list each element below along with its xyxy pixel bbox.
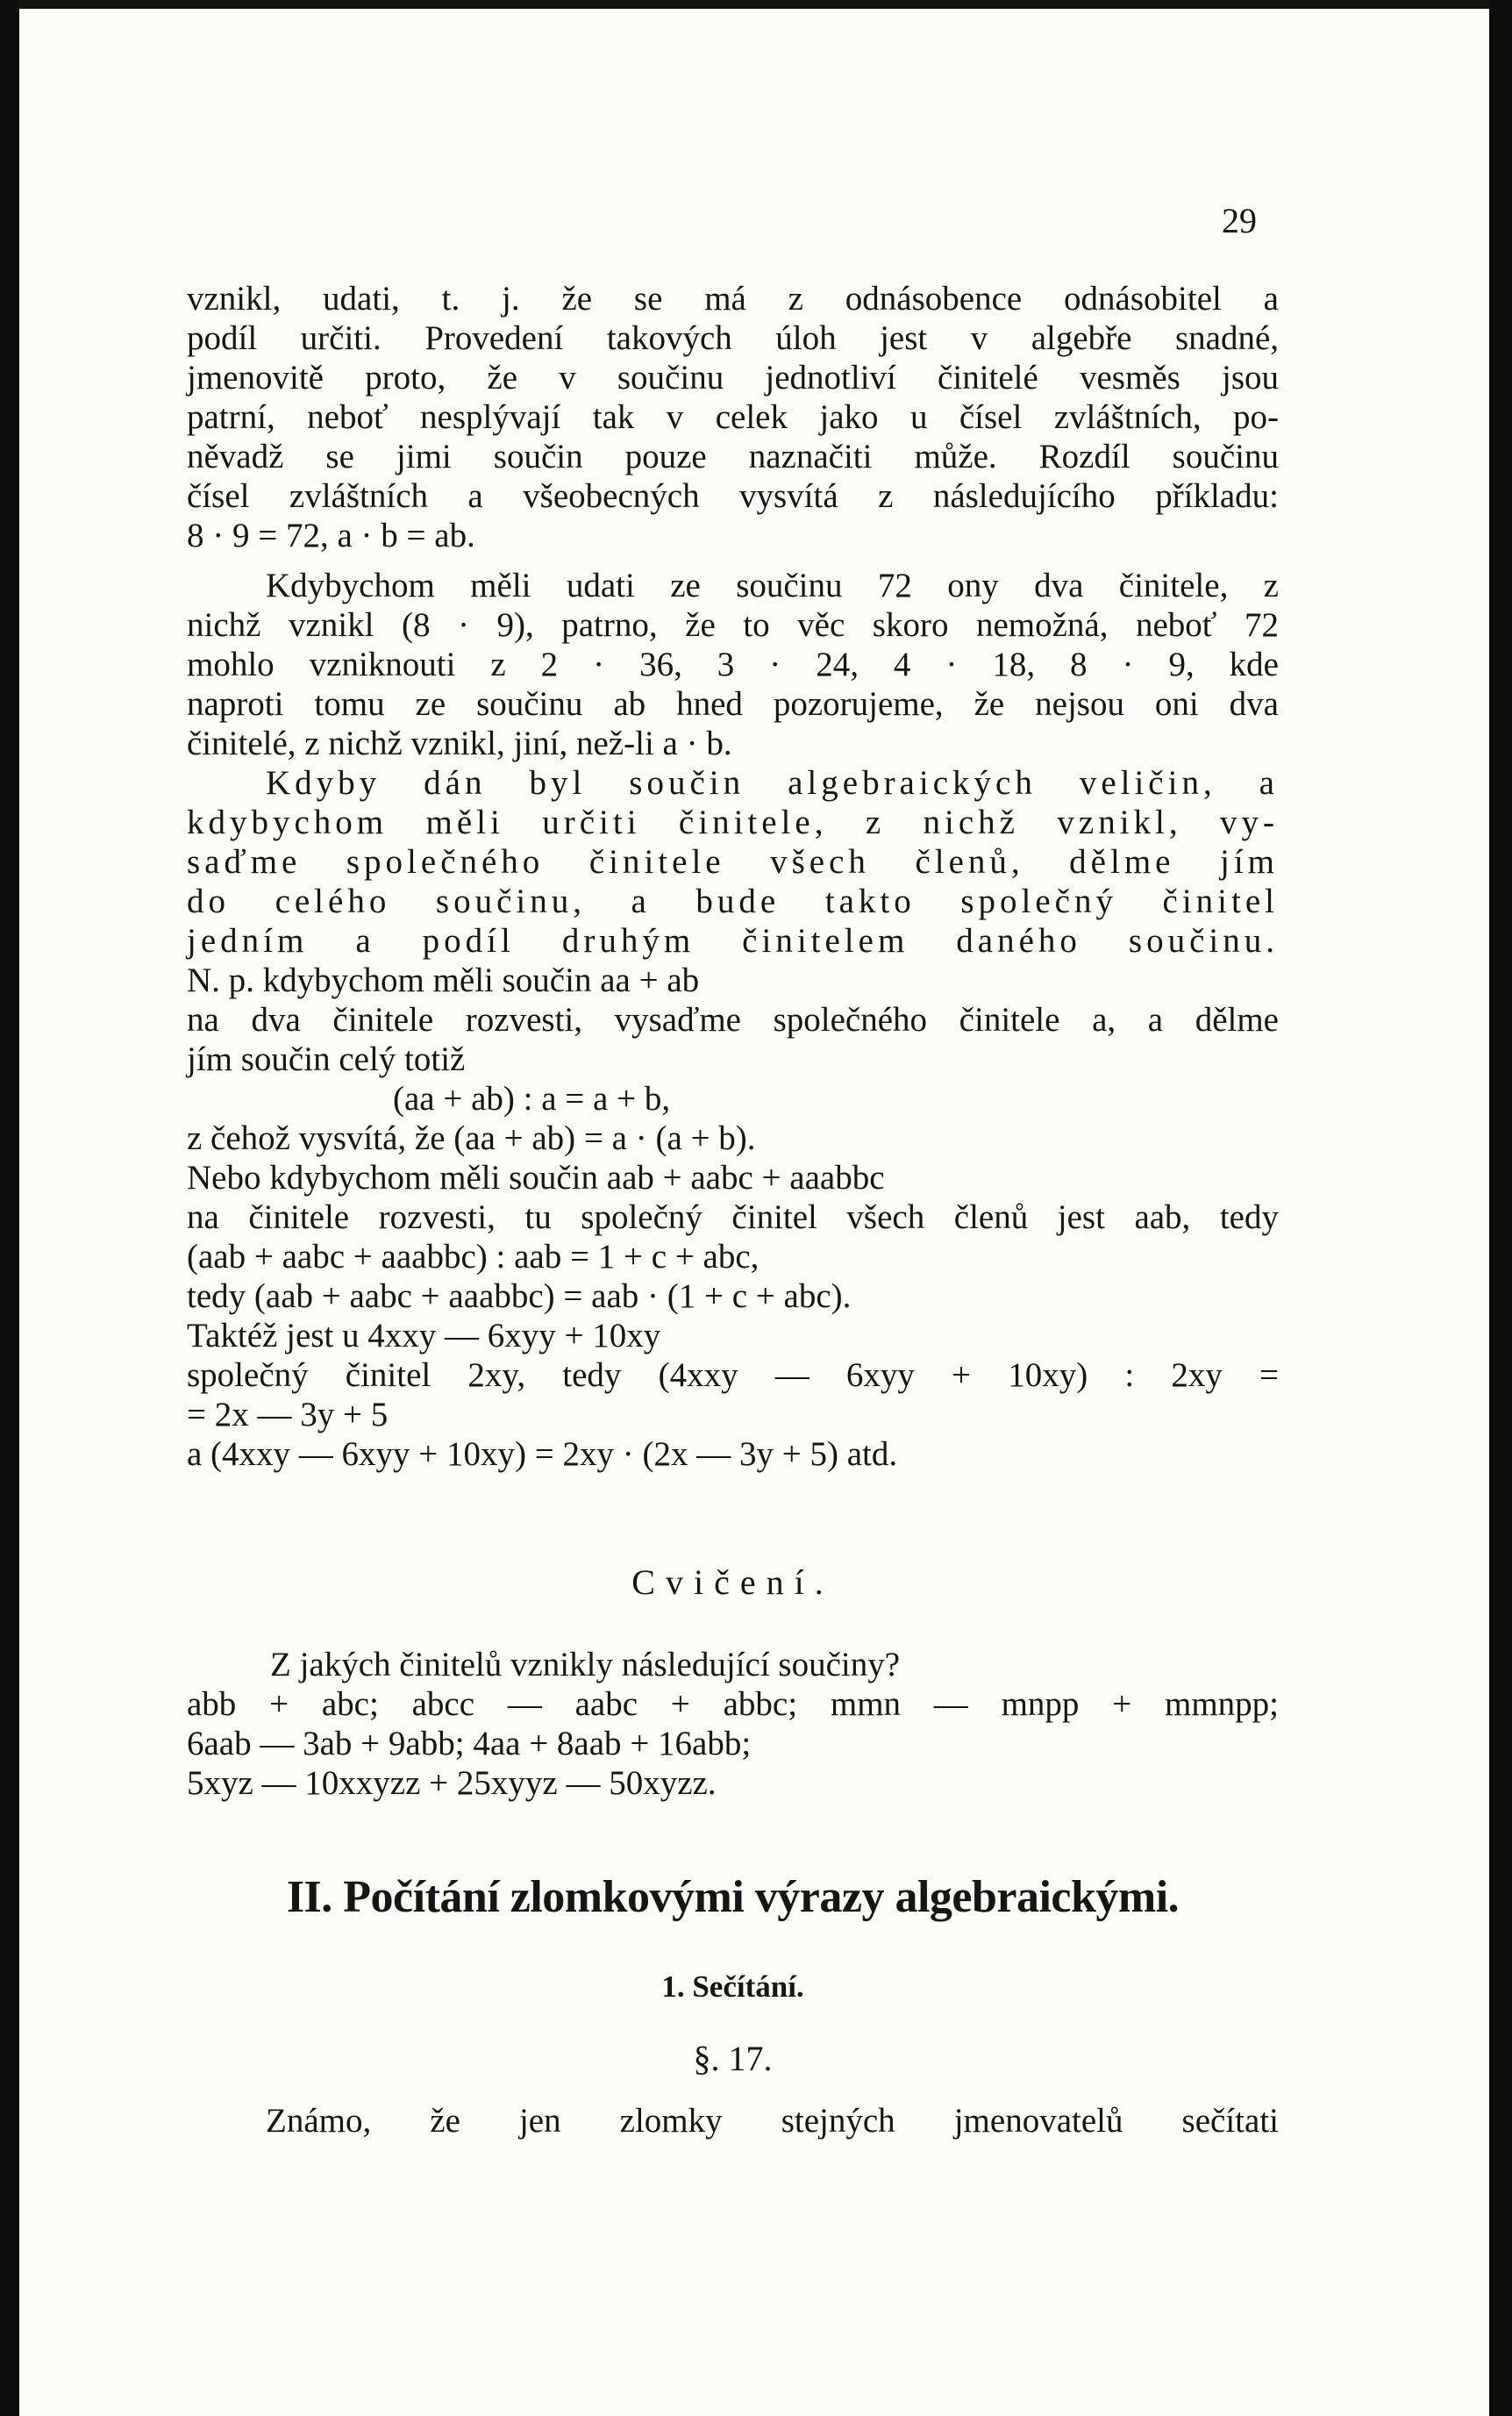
text-line: = 2x — 3y + 5 — [187, 1396, 389, 1433]
text-line: jím součin celý totiž — [187, 1040, 466, 1078]
text-line: a (4xxy — 6xyy + 10xy) = 2xy · (2x — 3y + 5) atd. — [187, 1435, 898, 1473]
paragraph-4 — [187, 961, 1279, 1474]
text-line: něvadž se jimi součin pouze naznačiti může. Rozdíl součinu — [187, 438, 1279, 475]
text-line: tedy (aab + aabc + aaabbc) = aab · (1 + c + abc). — [187, 1277, 852, 1315]
exercise-line: abb + abc; abcc — aabc + abbc; mmn — mnpp + mmnpp; — [187, 1685, 1279, 1723]
equation-line: (aa + ab) : a = a + b, — [393, 1080, 671, 1118]
scan-border-top — [0, 0, 1512, 9]
text-line: Nebo kdybychom měli součin aab + aabc + aaabbc — [187, 1159, 885, 1197]
text-line: Taktéž jest u 4xxy — 6xyy + 10xy — [187, 1317, 661, 1355]
exercise-line: 5xyz — 10xxyzz + 25xyyz — 50xyzz. — [187, 1764, 717, 1802]
text-line: čísel zvláštních a všeobecných vysvítá z následujícího příkladu: — [187, 477, 1279, 515]
text-line: z čehož vysvítá, že (aa + ab) = a · (a + b). — [187, 1119, 756, 1157]
text-line: jedním a podíl druhým činitelem daného součinu. — [187, 922, 1279, 960]
paragraph-5 — [187, 2101, 1279, 2141]
text-line: jmenovitě proto, že v součinu jednotliví činitelé vesměs jsou — [187, 359, 1279, 397]
text-line: mohlo vzniknouti z 2 · 36, 3 · 24, 4 · 18, 8 · 9, kde — [187, 646, 1279, 683]
text-line: kdybychom měli určiti činitele, z nichž vznikl, vy- — [187, 804, 1279, 841]
text-line: naproti tomu ze součinu ab hned pozorujeme, že nejsou oni dva — [187, 685, 1279, 723]
text-line: saďme společného činitele všech členů, dělme jím — [187, 843, 1279, 881]
text-line: nichž vznikl (8 · 9), patrno, že to věc skoro nemožná, neboť 72 — [187, 606, 1279, 644]
text-line: 8 · 9 = 72, a · b = ab. — [187, 517, 475, 554]
text-line: na dva činitele rozvesti, vysaďme společného činitele a, a dělme — [187, 1001, 1279, 1039]
exercise-line: 6aab — 3ab + 9abb; 4aa + 8aab + 16abb; — [187, 1725, 752, 1762]
scan-border-left — [0, 0, 19, 2416]
exercise-block — [187, 1645, 1279, 1803]
section-heading: II. Počítání zlomkovými výrazy algebraickými. — [286, 1872, 1180, 1922]
paragraph-2 — [187, 566, 1279, 763]
scan-border-right — [1489, 0, 1512, 2416]
paragraph-number: §. 17. — [693, 2039, 773, 2078]
text-line: patrní, neboť nesplývají tak v celek jako u čísel zvláštních, po- — [187, 398, 1279, 436]
text-line: společný činitel 2xy, tedy (4xxy — 6xyy + 10xy) : 2xy = — [187, 1356, 1279, 1394]
text-line: Známo, že jen zlomky stejných jmenovatelů sečítati — [266, 2102, 1279, 2140]
text-line: vznikl, udati, t. j. že se má z odnásobence odnásobitel a — [187, 280, 1279, 318]
text-line: podíl určiti. Provedení takových úloh jest v algebře snadné, — [187, 319, 1279, 357]
text-line: na činitele rozvesti, tu společný činitel všech členů jest aab, tedy — [187, 1198, 1279, 1236]
text-line: Kdyby dán byl součin algebraických veličin, a — [266, 764, 1279, 802]
exercise-question: Z jakých činitelů vznikly následující součiny? — [270, 1646, 901, 1683]
text-line: Kdybychom měli udati ze součinu 72 ony dva činitele, z — [266, 567, 1279, 604]
text-line: do celého součinu, a bude takto společný činitel — [187, 883, 1279, 920]
text-line: N. p. kdybychom měli součin aa + ab — [187, 961, 700, 999]
exercise-heading: Cvičení. — [631, 1562, 834, 1602]
text-line: (aab + aabc + aaabbc) : aab = 1 + c + abc, — [187, 1238, 760, 1276]
page-number: 29 — [1222, 201, 1257, 240]
paragraph-3 — [187, 763, 1279, 961]
text-line: činitelé, z nichž vznikl, jiní, než-li a · b. — [187, 725, 732, 762]
paragraph-1 — [187, 279, 1279, 555]
subsection-heading: 1. Sečítání. — [661, 1969, 804, 2004]
